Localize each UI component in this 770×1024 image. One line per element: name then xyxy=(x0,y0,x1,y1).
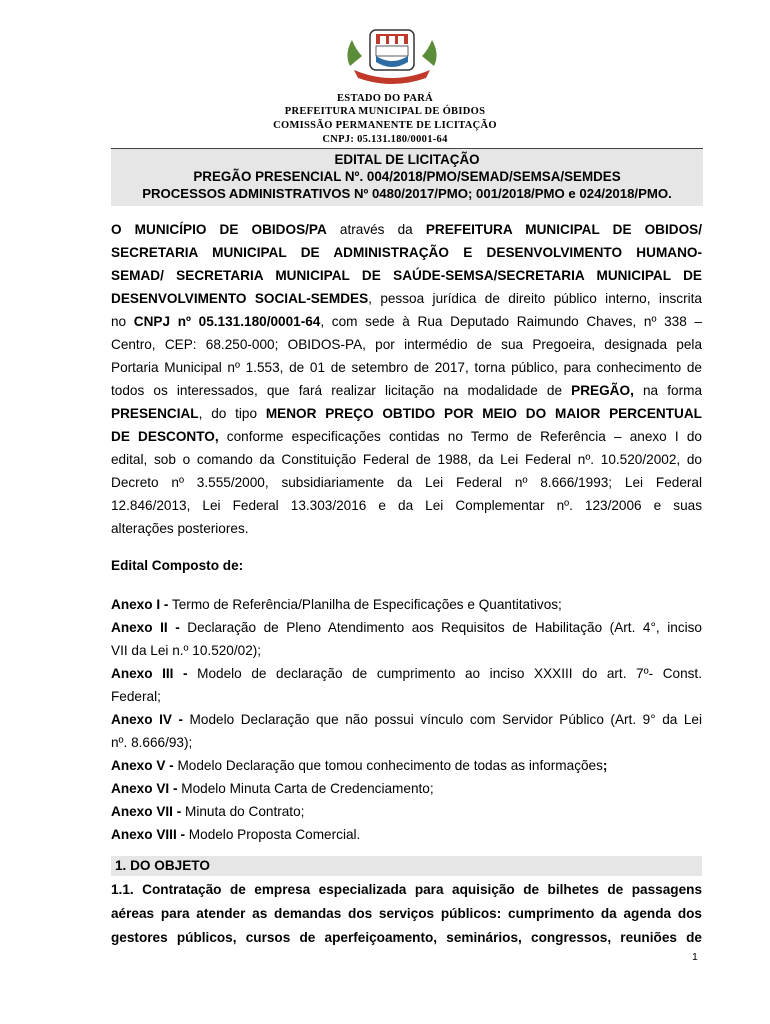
annex-item-cont: VII da Lei n.º 10.520/02); xyxy=(111,643,262,658)
intro-line: 12.846/2013, Lei Federal 13.303/2016 e da Lei Complementar nº. 123/2006 e suas xyxy=(111,498,702,513)
title-box xyxy=(111,148,703,206)
intro-line: Centro, CEP: 68.250-000; OBIDOS-PA, por intermédio de sua Pregoeira, designada pela xyxy=(111,337,702,352)
annex-item: Anexo VII - Minuta do Contrato; xyxy=(111,804,305,819)
municipal-crest-logo xyxy=(340,26,444,86)
section-text-line: aéreas para atender as demandas dos serviços públicos: cumprimento da agenda dos xyxy=(111,906,702,921)
section-text-line: gestores públicos, cursos de aperfeiçoamento, seminários, congressos, reuniões de xyxy=(111,930,702,945)
intro-line: alterações posteriores. xyxy=(111,521,249,536)
header-comissao: COMISSÃO PERMANENTE DE LICITAÇÃO xyxy=(273,120,497,131)
intro-line: Decreto nº 3.555/2000, subsidiariamente da Lei Federal nº 8.666/1993; Lei Federal xyxy=(111,475,702,490)
intro-line: DESENVOLVIMENTO SOCIAL-SEMDES, pessoa jurídica de direito público interno, inscrita xyxy=(111,291,702,306)
header-state: ESTADO DO PARÁ xyxy=(337,93,433,104)
section-heading: 1. DO OBJETO xyxy=(115,858,210,873)
annex-item: Anexo II - Declaração de Pleno Atendimento aos Requisitos de Habilitação (Art. 4°, inciso xyxy=(111,620,702,635)
title-line-3: PROCESSOS ADMINISTRATIVOS Nº 0480/2017/PMO; 001/2018/PMO e 024/2018/PMO. xyxy=(142,186,672,201)
title-line-2: PREGÃO PRESENCIAL Nº. 004/2018/PMO/SEMAD/SEMSA/SEMDES xyxy=(193,169,621,184)
section-heading-bar xyxy=(111,856,702,876)
section-text-line: 1.1. Contratação de empresa especializada para aquisição de bilhetes de passagens xyxy=(111,882,702,897)
annex-item: Anexo IV - Modelo Declaração que não possui vínculo com Servidor Público (Art. 9° da Lei xyxy=(111,712,703,727)
annex-item: Anexo I - Termo de Referência/Planilha de Especificações e Quantitativos; xyxy=(111,597,562,612)
annex-item: Anexo III - Modelo de declaração de cumprimento ao inciso XXXIII do art. 7º- Const. xyxy=(111,666,702,681)
annex-item: Anexo V - Modelo Declaração que tomou conhecimento de todas as informações; xyxy=(111,758,608,773)
intro-line: PRESENCIAL, do tipo MENOR PREÇO OBTIDO POR MEIO DO MAIOR PERCENTUAL xyxy=(111,406,702,421)
composed-heading: Edital Composto de: xyxy=(111,558,244,573)
intro-line: no CNPJ nº 05.131.180/0001-64, com sede à Rua Deputado Raimundo Chaves, nº 338 – xyxy=(111,314,702,329)
page-number: 1 xyxy=(692,951,698,963)
header-prefeitura: PREFEITURA MUNICIPAL DE ÓBIDOS xyxy=(284,106,486,117)
intro-line: DE DESCONTO, conforme especificações contidas no Termo de Referência – anexo I do xyxy=(111,429,702,444)
annex-item-cont: Federal; xyxy=(111,689,161,704)
intro-line: SEMAD/ SECRETARIA MUNICIPAL DE SAÚDE-SEMSA/SECRETARIA MUNICIPAL DE xyxy=(111,268,702,283)
intro-line: todos os interessados, que fará realizar licitação na modalidade de PREGÃO, na forma xyxy=(111,383,703,398)
intro-line: edital, sob o comando da Constituição Federal de 1988, da Lei Federal nº. 10.520/2002, do xyxy=(111,452,702,467)
annex-item: Anexo VI - Modelo Minuta Carta de Credenciamento; xyxy=(111,781,434,796)
header-cnpj: CNPJ: 05.131.180/0001-64 xyxy=(322,134,448,145)
intro-line: O MUNICÍPIO DE OBIDOS/PA através da PREFEITURA MUNICIPAL DE OBIDOS/ xyxy=(111,222,703,237)
intro-line: SECRETARIA MUNICIPAL DE ADMINISTRAÇÃO E DESENVOLVIMENTO HUMANO- xyxy=(111,245,702,260)
annex-item: Anexo VIII - Modelo Proposta Comercial. xyxy=(111,827,361,842)
intro-line: Portaria Municipal nº 1.553, de 01 de setembro de 2017, torna público, para conhecimento de xyxy=(111,360,702,375)
title-line-1: EDITAL DE LICITAÇÃO xyxy=(334,152,480,167)
annex-item-cont: nº. 8.666/93); xyxy=(111,735,193,750)
